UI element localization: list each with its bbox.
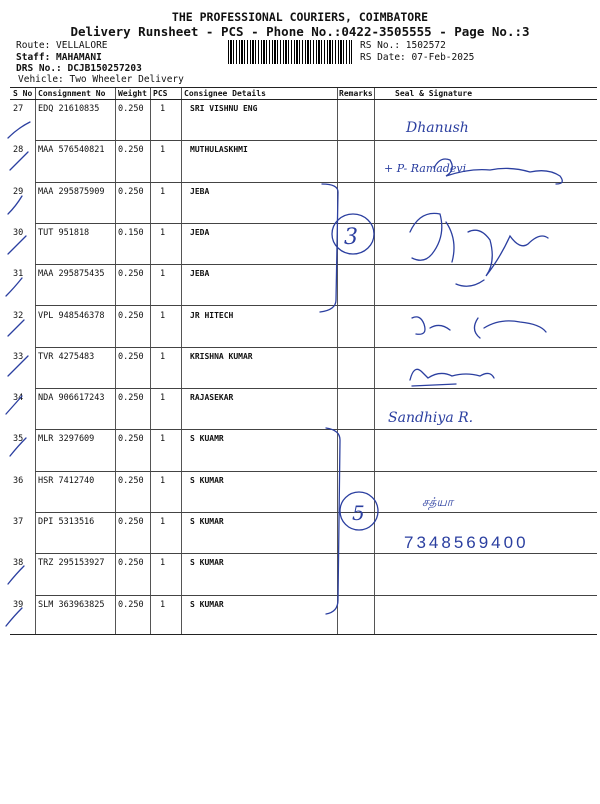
- barcode-image: [228, 40, 352, 64]
- row-sno: 38: [13, 558, 24, 569]
- row-consignment-no: TUT 951818: [38, 227, 90, 238]
- row-sno: 35: [13, 434, 24, 445]
- table-row: [10, 472, 597, 513]
- phone-number-handwritten: 7348569400: [404, 533, 529, 552]
- row-sno: 31: [13, 269, 24, 280]
- row-weight: 0.250: [118, 517, 144, 527]
- row-pcs: 1: [160, 393, 166, 404]
- row-sno: 33: [13, 351, 24, 362]
- row-pcs: 1: [160, 434, 166, 445]
- row-consignment-no: HSR 7412740: [38, 475, 95, 486]
- row-weight: 0.250: [118, 269, 144, 280]
- row-pcs: 1: [160, 558, 166, 569]
- row-consignment-no: TRZ 295153927: [38, 558, 105, 569]
- table-row: [10, 596, 597, 637]
- row-consignment-no: MAA 295875435: [38, 269, 105, 280]
- row-consignment-no: TVR 4275483: [38, 351, 95, 362]
- row-consignment-no: VPL 948546378: [38, 310, 105, 321]
- header-remarks: Remarks: [339, 89, 373, 98]
- row-consignee: S KUMAR: [190, 517, 224, 526]
- route-label: Route: VELLALORE: [16, 40, 108, 51]
- table-row: [10, 265, 597, 306]
- vehicle-label: Vehicle: Two Wheeler Delivery: [18, 74, 184, 85]
- row-consignee: RAJASEKAR: [190, 393, 234, 403]
- row-consignee: S KUMAR: [190, 599, 224, 609]
- row-consignment-no: MAA 576540821: [38, 145, 105, 156]
- row-consignee: JEBA: [190, 186, 210, 196]
- row-consignee: S KUMAR: [190, 558, 224, 568]
- row-weight: 0.250: [118, 145, 144, 156]
- signature-sandhiya: Sandhiya R.: [388, 410, 474, 426]
- rs-date: RS Date: 07-Feb-2025: [360, 52, 475, 63]
- signature-dhanush: Dhanush: [406, 120, 469, 136]
- runsheet-subtitle: Delivery Runsheet - PCS - Phone No.:0422-3505555 - Page No.:3: [70, 24, 530, 39]
- row-consignee: KRISHNA KUMAR: [190, 351, 253, 361]
- table-row: [10, 141, 597, 182]
- row-consignee: SRI VISHNU ENG: [190, 104, 258, 113]
- row-sno: 39: [13, 599, 24, 610]
- signature-kumar: சத்யா: [422, 495, 454, 509]
- row-consignment-no: MLR 3297609: [38, 434, 95, 445]
- row-consignee: JR HITECH: [190, 310, 234, 320]
- table-row: [10, 224, 597, 265]
- table-row: [10, 389, 597, 430]
- row-weight: 0.150: [118, 227, 144, 238]
- row-pcs: 1: [160, 599, 166, 610]
- row-pcs: 1: [160, 269, 166, 280]
- row-sno: 28: [13, 145, 24, 156]
- rs-number: RS No.: 1502572: [360, 40, 446, 51]
- signature-ramadevi-text: + P- Ramadevi: [384, 162, 467, 175]
- row-consignment-no: DPI 5313516: [38, 517, 95, 527]
- row-consignee: JEBA: [190, 269, 210, 279]
- header-sno: S No: [13, 89, 33, 98]
- row-pcs: 1: [160, 104, 166, 114]
- row-consignee: JEDA: [190, 227, 210, 237]
- row-consignment-no: EDQ 21610835: [38, 104, 100, 114]
- header-consignment: Consignment No: [38, 89, 106, 98]
- company-title: THE PROFESSIONAL COURIERS, COIMBATORE: [171, 10, 429, 24]
- header-weight: Weight: [118, 89, 147, 98]
- row-weight: 0.250: [118, 104, 144, 114]
- row-pcs: 1: [160, 186, 166, 197]
- row-weight: 0.250: [118, 310, 144, 321]
- table-row: [10, 183, 597, 224]
- row-consignee: S KUAMR: [190, 434, 224, 444]
- header-consignee: Consignee Details: [184, 89, 266, 98]
- row-pcs: 1: [160, 145, 166, 156]
- row-weight: 0.250: [118, 475, 144, 486]
- row-pcs: 1: [160, 475, 166, 486]
- row-consignee: S KUMAR: [190, 475, 224, 485]
- row-sno: 36: [13, 475, 24, 486]
- staff-label: Staff: MAHAMANI: [16, 52, 102, 63]
- row-pcs: 1: [160, 310, 166, 321]
- row-pcs: 1: [160, 227, 166, 238]
- row-sno: 32: [13, 310, 24, 321]
- table-row: [10, 554, 597, 595]
- group-count-3: 3: [344, 225, 358, 250]
- row-sno: 34: [13, 393, 24, 404]
- row-consignee: MUTHULASKHMI: [190, 145, 248, 155]
- row-weight: 0.250: [118, 558, 144, 569]
- row-pcs: 1: [160, 517, 166, 527]
- table-row: [10, 513, 597, 554]
- drs-number: DRS No.: DCJB150257203: [16, 63, 142, 74]
- row-consignment-no: SLM 363963825: [38, 599, 105, 610]
- row-weight: 0.250: [118, 351, 144, 362]
- row-sno: 27: [13, 104, 24, 114]
- row-consignment-no: MAA 295875909: [38, 186, 105, 197]
- row-sno: 37: [13, 517, 24, 527]
- row-consignment-no: NDA 906617243: [38, 393, 105, 404]
- row-weight: 0.250: [118, 434, 144, 445]
- table-row: [10, 100, 597, 141]
- table-row: [10, 307, 597, 348]
- table-row: [10, 348, 597, 389]
- header-pcs: PCS: [153, 89, 168, 98]
- row-weight: 0.250: [118, 393, 144, 404]
- row-weight: 0.250: [118, 186, 144, 197]
- header-seal-signature: Seal & Signature: [395, 89, 473, 98]
- runsheet-table: [10, 87, 597, 635]
- row-sno: 30: [13, 227, 24, 238]
- group-count-5: 5: [352, 501, 365, 525]
- table-row: [10, 430, 597, 471]
- row-sno: 29: [13, 186, 24, 197]
- row-weight: 0.250: [118, 599, 144, 610]
- row-pcs: 1: [160, 351, 166, 362]
